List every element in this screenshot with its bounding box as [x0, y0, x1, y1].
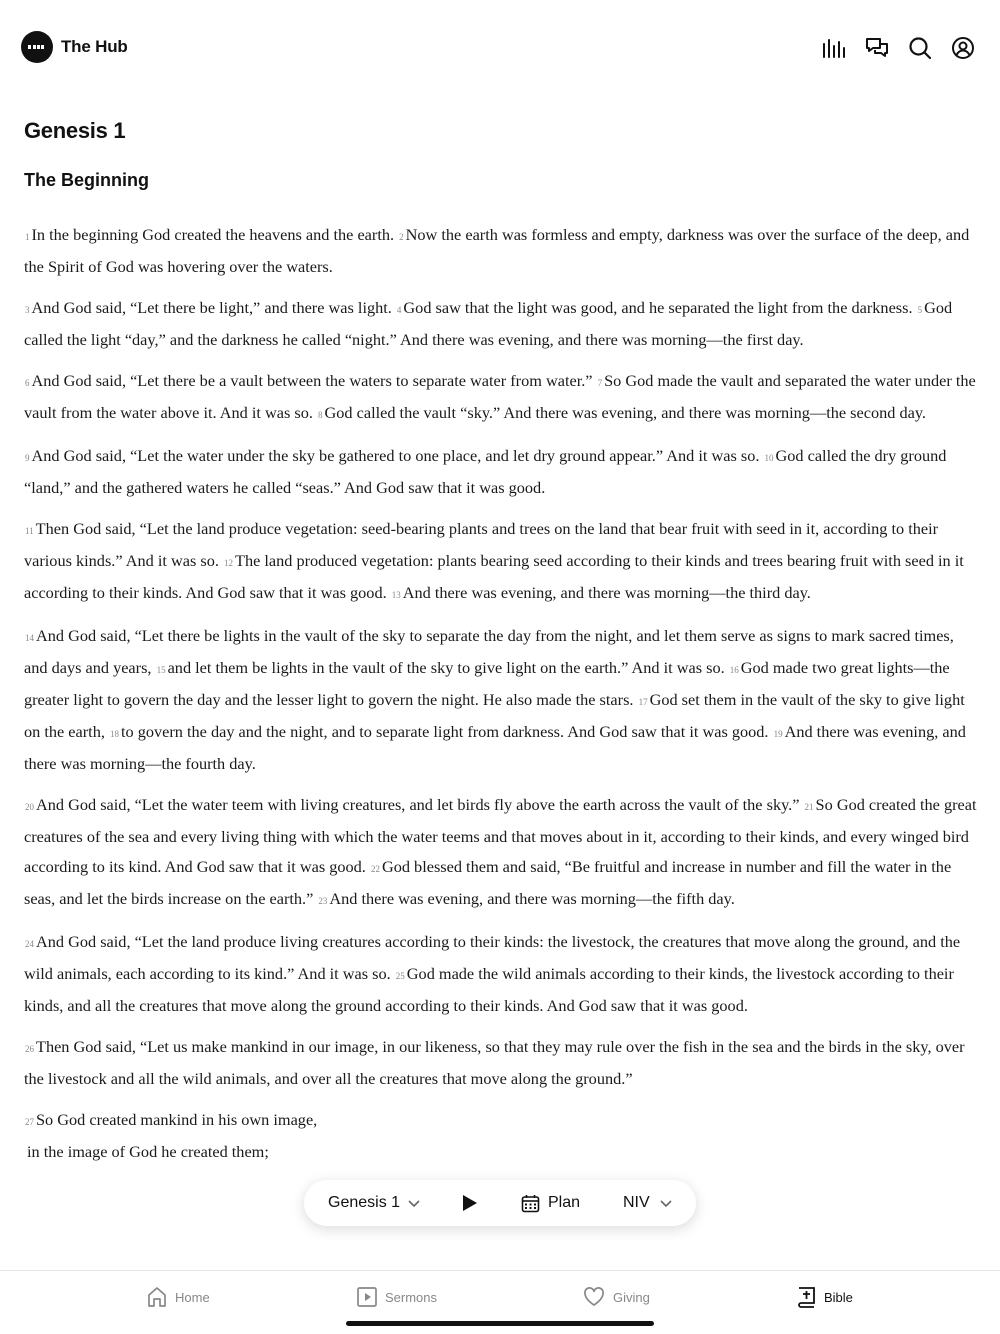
verse-number[interactable]: 8 [318, 410, 323, 420]
verse-text[interactable]: Then God said, “Let the land produce vegetation: seed-bearing plants and trees on the land that bear fruit with seed in it, according to their various kinds.” And it was so. [24, 519, 939, 570]
verse-text[interactable]: God made the wild animals according to their kinds, the livestock according to their kinds, and all the creatures that move along the ground according to their kinds. And God saw that it was good. [24, 964, 954, 1015]
play-button[interactable] [462, 1180, 478, 1226]
chevron-down-icon [407, 1196, 421, 1210]
paragraph [24, 790, 979, 916]
heart-icon [583, 1287, 605, 1307]
verse-number[interactable]: 7 [597, 378, 603, 388]
verse-number[interactable]: 6 [25, 378, 30, 388]
verse-number[interactable]: 20 [25, 802, 34, 812]
play-icon [462, 1194, 478, 1212]
verse-text[interactable]: God made two great lights—the greater light to govern the day and the lesser light to govern the night. He also made the stars. [24, 658, 950, 709]
reader-controls [304, 1180, 696, 1226]
tab-home[interactable] [147, 1285, 210, 1309]
paragraph [24, 220, 979, 282]
verse-text[interactable]: And God said, “Let there be a vault between the waters to separate water from water.” [31, 371, 593, 390]
verse-text[interactable]: And God said, “Let there be lights in the vault of the sky to separate the day from the night, and let them serve as signs to mark sacred times, and days and years, [24, 626, 954, 677]
verse-text[interactable]: And God said, “Let the land produce living creatures according to their kinds: the livestock, the creatures that move along the ground, and the wild animals, each according to its kind.” And it was so. [24, 932, 961, 983]
paragraph [24, 366, 979, 430]
verse-text[interactable]: And God said, “Let the water teem with living creatures, and let birds fly above the earth across the vault of the sky.” [36, 795, 800, 814]
section-title: The Beginning [24, 170, 149, 190]
paragraph [24, 1032, 979, 1094]
video-play-icon [357, 1287, 377, 1307]
verse-text[interactable]: Now the earth was formless and empty, darkness was over the surface of the deep, and the Spirit of God was hovering over the waters. [24, 225, 970, 276]
verse-text[interactable]: And there was evening, and there was morning—the fourth day. [24, 722, 966, 773]
verse-text[interactable]: Then God said, “Let us make mankind in our image, in our likeness, so that they may rule over the fish in the sea and the birds in the sky, over the livestock and all the wild animals, and over all the creatures that move along the ground.” [24, 1037, 965, 1088]
top-header [0, 0, 1000, 96]
passage-text [24, 220, 979, 1169]
chapter-title: Genesis 1 [24, 118, 126, 143]
verse-text[interactable]: And God said, “Let there be light,” and there was light. [31, 298, 392, 317]
verse-number[interactable]: 25 [395, 971, 405, 981]
verse-text[interactable]: And God said, “Let the water under the sky be gathered to one place, and let dry ground appear.” And it was so. [31, 446, 760, 465]
verse-number[interactable]: 19 [773, 729, 783, 739]
verse-text[interactable]: So God created the great creatures of the sea and every living thing with which the water teems and that moves about in it, according to their kinds, and every winged bird according to its kind. And God saw that it was good. [24, 795, 977, 876]
audio-bars-icon[interactable] [822, 36, 846, 60]
verse-text[interactable]: And there was evening, and there was morning—the third day. [402, 583, 811, 602]
verse-text[interactable]: So God made the vault and separated the water under the vault from the water above it. And it was so. [24, 371, 976, 422]
tab-label: Giving [613, 1289, 650, 1305]
verse-number[interactable]: 26 [25, 1044, 34, 1054]
plan-button[interactable] [521, 1180, 580, 1226]
profile-icon[interactable] [951, 36, 975, 60]
verse-text[interactable]: And there was evening, and there was morning—the fifth day. [329, 889, 735, 908]
tab-bible[interactable] [797, 1285, 853, 1309]
verse-number[interactable]: 17 [638, 697, 648, 707]
app-logo[interactable] [21, 31, 53, 63]
chat-icon[interactable] [865, 36, 889, 60]
verse-text[interactable]: God set them in the vault of the sky to give light on the earth, [24, 690, 965, 741]
verse-number[interactable]: 18 [110, 729, 119, 739]
verse-number[interactable]: 11 [25, 526, 34, 536]
verse-number[interactable]: 12 [224, 558, 233, 568]
plan-label: Plan [548, 1194, 581, 1211]
calendar-icon [521, 1194, 540, 1213]
verse-number[interactable]: 22 [370, 864, 380, 874]
paragraph [24, 441, 979, 503]
home-indicator [346, 1321, 654, 1326]
verse-number[interactable]: 9 [25, 453, 30, 463]
verse-text[interactable]: In the beginning God created the heavens and the earth. [31, 225, 395, 244]
verse-number: 27 [25, 1117, 34, 1127]
verse-number[interactable]: 3 [25, 305, 30, 315]
tab-sermons[interactable] [357, 1285, 437, 1309]
verse-text[interactable]: God called the light “day,” and the darkness he called “night.” And there was evening, and there was morning—the first day. [24, 298, 953, 349]
version-label: NIV [623, 1194, 650, 1211]
paragraph [24, 621, 979, 779]
verse-number[interactable]: 5 [917, 305, 923, 315]
tab-label: Bible [824, 1289, 853, 1305]
paragraph [24, 927, 979, 1021]
verse-text: in the image of God he created them; [27, 1142, 269, 1161]
chapter-selector[interactable] [328, 1180, 421, 1226]
verse-number[interactable]: 21 [804, 802, 814, 812]
verse-number[interactable]: 23 [318, 896, 328, 906]
verse-number[interactable]: 24 [25, 939, 34, 949]
verse-number[interactable]: 1 [25, 232, 30, 242]
chapter-content[interactable] [24, 110, 979, 1270]
verse-text: So God created mankind in his own image, [36, 1110, 318, 1129]
chevron-down-icon [659, 1196, 673, 1210]
tab-label: Home [175, 1289, 210, 1305]
tab-label: Sermons [385, 1289, 438, 1305]
poetry-line[interactable] [24, 1105, 979, 1137]
bible-icon [797, 1286, 816, 1308]
home-icon [147, 1286, 167, 1308]
paragraph [24, 293, 979, 355]
verse-text[interactable]: and let them be lights in the vault of the sky to give light on the earth.” And it was so. [167, 658, 725, 677]
verse-text[interactable]: The land produced vegetation: plants bearing seed according to their kinds and trees bearing fruit with seed in it according to their kinds. And God saw that it was good. [24, 551, 964, 602]
verse-text[interactable]: God called the dry ground “land,” and the gathered waters he called “seas.” And God saw that it was good. [24, 446, 947, 497]
tab-giving[interactable] [583, 1285, 650, 1309]
verse-text[interactable]: to govern the day and the night, and to separate light from darkness. And God saw that it was good. [121, 722, 769, 741]
verse-text[interactable]: God blessed them and said, “Be fruitful and increase in number and fill the water in the seas, and let the birds increase on the earth.” [24, 857, 952, 908]
verse-number[interactable]: 4 [396, 305, 402, 315]
verse-number[interactable]: 16 [729, 665, 739, 675]
search-icon[interactable] [908, 36, 932, 60]
poetry-block [24, 1105, 979, 1169]
paragraph [24, 514, 979, 610]
logo-mark [28, 45, 46, 49]
poetry-line[interactable] [24, 1137, 979, 1169]
verse-number[interactable]: 10 [764, 453, 774, 463]
version-selector[interactable] [623, 1180, 673, 1226]
chapter-selector-label: Genesis 1 [328, 1194, 401, 1211]
verse-number[interactable]: 13 [391, 590, 401, 600]
verse-number[interactable]: 2 [399, 232, 404, 242]
app-title[interactable]: The Hub [61, 37, 128, 56]
verse-number[interactable]: 15 [156, 665, 166, 675]
verse-text[interactable]: God saw that the light was good, and he separated the light from the darkness. [403, 298, 913, 317]
verse-text[interactable]: God called the vault “sky.” And there was evening, and there was morning—the second day. [324, 403, 926, 422]
verse-number[interactable]: 14 [25, 633, 34, 643]
